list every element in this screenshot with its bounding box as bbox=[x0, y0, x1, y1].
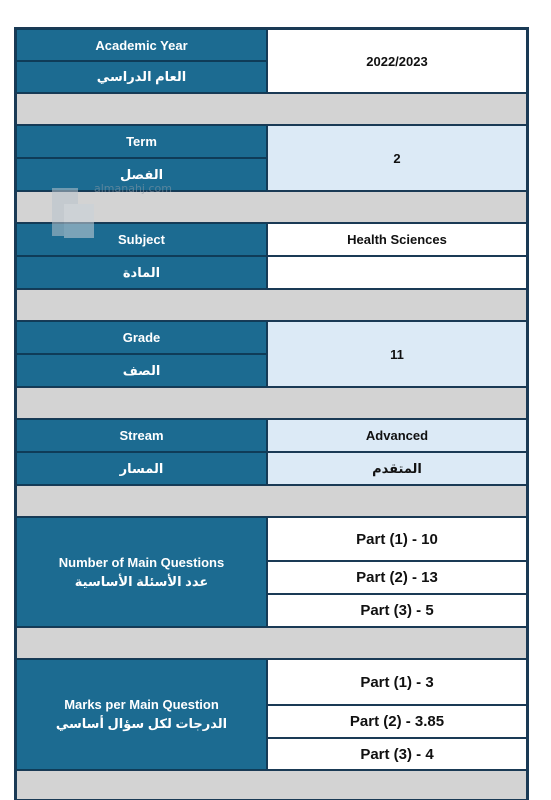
separator-row bbox=[16, 93, 527, 125]
subject-value: Health Sciences bbox=[267, 223, 527, 256]
marks-part-3: Part (3) - 4 bbox=[267, 738, 527, 770]
separator-row bbox=[16, 770, 527, 800]
marks-part-1: Part (1) - 3 bbox=[267, 659, 527, 705]
main-questions-part-1: Part (1) - 10 bbox=[267, 517, 527, 561]
marks-label-ar: الدرجات لكل سؤال أساسي bbox=[55, 716, 228, 731]
main-questions-label-en: Number of Main Questions bbox=[58, 554, 225, 570]
stream-value-en: Advanced bbox=[267, 419, 527, 452]
academic-year-label-en: Academic Year bbox=[16, 29, 267, 61]
main-questions-part-2: Part (2) - 13 bbox=[267, 561, 527, 594]
main-questions-part-3: Part (3) - 5 bbox=[267, 594, 527, 627]
subject-label-en: Subject bbox=[16, 223, 267, 256]
term-label-en: Term bbox=[16, 125, 267, 158]
subject-value-ar bbox=[267, 256, 527, 289]
separator-row bbox=[16, 485, 527, 517]
watermark-site: almanahj.com bbox=[94, 182, 172, 195]
main-questions-label-ar: عدد الأسئلة الأساسية bbox=[74, 573, 209, 589]
grade-label-en: Grade bbox=[16, 321, 267, 354]
academic-year-value: 2022/2023 bbox=[267, 29, 527, 93]
grade-value: 11 bbox=[267, 321, 527, 387]
main-questions-label bbox=[16, 517, 267, 627]
marks-label bbox=[16, 659, 267, 770]
stream-label-ar: المسار bbox=[16, 452, 267, 485]
grade-label-ar: الصف bbox=[16, 354, 267, 387]
marks-label-en: Marks per Main Question bbox=[64, 697, 219, 712]
separator-row bbox=[16, 387, 527, 419]
academic-year-label-ar: العام الدراسي bbox=[16, 61, 267, 93]
subject-label-ar: المادة bbox=[16, 256, 267, 289]
separator-row bbox=[16, 191, 527, 223]
term-label-ar: الفصل bbox=[16, 158, 267, 191]
stream-label-en: Stream bbox=[16, 419, 267, 452]
separator-row bbox=[16, 289, 527, 321]
term-value: 2 bbox=[267, 125, 527, 191]
separator-row bbox=[16, 627, 527, 659]
stream-value-ar: المتقدم bbox=[267, 452, 527, 485]
marks-part-2: Part (2) - 3.85 bbox=[267, 705, 527, 738]
